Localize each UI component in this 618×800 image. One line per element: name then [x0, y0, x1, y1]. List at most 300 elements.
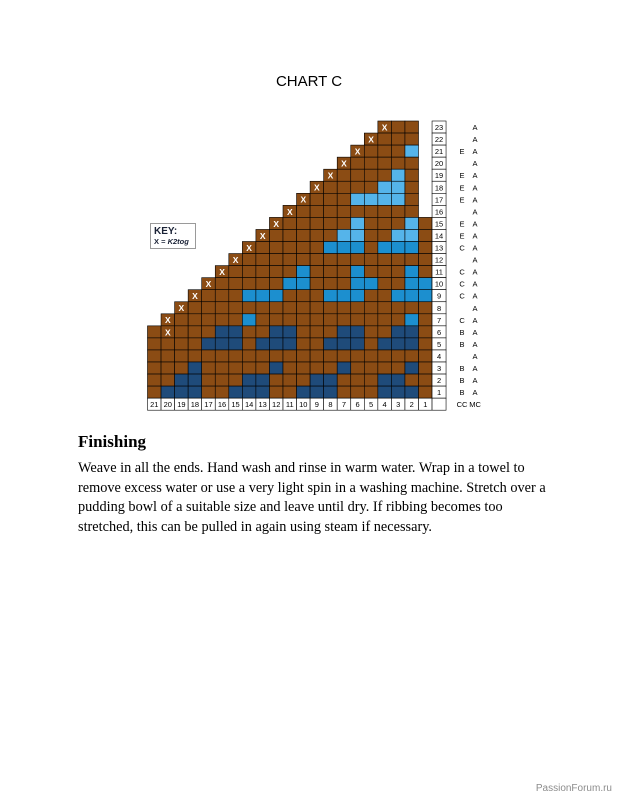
chart-cell [324, 266, 338, 278]
chart-cell [378, 157, 392, 169]
chart-cell [364, 362, 378, 374]
chart-cell [351, 326, 365, 338]
chart-cell [391, 254, 405, 266]
chart-cell [242, 362, 256, 374]
chart-cell [337, 169, 351, 181]
chart-cell [202, 374, 216, 386]
chart-cell [242, 326, 256, 338]
chart-cell [405, 362, 419, 374]
chart-cell [405, 229, 419, 241]
chart-cell [405, 157, 419, 169]
chart-cell [256, 254, 270, 266]
row-mc-label: A [472, 327, 478, 337]
chart-cell [419, 242, 433, 254]
chart-cell [256, 374, 270, 386]
stitch-number: 7 [341, 400, 347, 410]
section-heading: Finishing [78, 432, 147, 451]
chart-cell [391, 242, 405, 254]
chart-cell [364, 350, 378, 362]
stitch-number: 17 [204, 400, 213, 410]
chart-cell [378, 266, 392, 278]
stitch-number: 6 [355, 400, 360, 410]
chart-cell [269, 374, 283, 386]
key-meaning: K2tog [167, 237, 189, 246]
chart-cell [351, 266, 365, 278]
chart-cell [324, 374, 338, 386]
chart-cell [256, 326, 270, 338]
chart-cell [324, 181, 338, 193]
chart-cell [364, 217, 378, 229]
chart-cell [229, 386, 243, 398]
row-number: 17 [434, 195, 444, 205]
chart-cell [202, 386, 216, 398]
chart-cell [324, 229, 338, 241]
row-cc-label: B [459, 376, 465, 386]
chart-cell [405, 133, 419, 145]
chart-cell [148, 386, 162, 398]
k2tog-mark: X [232, 254, 239, 265]
stitch-number: 8 [328, 400, 333, 410]
chart-cell [351, 386, 365, 398]
chart-cell [405, 278, 419, 290]
chart-cell [351, 254, 365, 266]
chart-cell [351, 362, 365, 374]
chart-cell [419, 362, 433, 374]
chart-cell [405, 193, 419, 205]
chart-cell [283, 338, 297, 350]
chart-cell [310, 205, 324, 217]
chart-cell [419, 229, 433, 241]
chart-cell [405, 181, 419, 193]
row-cc-label: E [459, 231, 465, 241]
stitch-number: 9 [314, 400, 319, 410]
chart-cell [419, 326, 433, 338]
chart-cell [405, 254, 419, 266]
chart-cell [188, 302, 202, 314]
chart-cell [188, 386, 202, 398]
row-mc-label: A [472, 339, 478, 349]
chart-cell [310, 229, 324, 241]
chart-cell [229, 314, 243, 326]
row-mc-label: A [472, 123, 478, 133]
chart-cell [297, 350, 311, 362]
k2tog-mark: X [327, 170, 334, 181]
stitch-number: 11 [285, 400, 294, 410]
chart-cell [148, 374, 162, 386]
chart-cell [405, 169, 419, 181]
row-mc-label: A [472, 171, 478, 181]
chart-cell [269, 278, 283, 290]
chart-cell [419, 338, 433, 350]
chart-cell [405, 205, 419, 217]
chart-cell [405, 314, 419, 326]
chart-cell [310, 338, 324, 350]
stitch-number: 18 [190, 400, 200, 410]
chart-cell [351, 169, 365, 181]
row-cc-label: E [459, 183, 465, 193]
chart-cell [242, 374, 256, 386]
stitch-number: 10 [299, 400, 308, 410]
chart-cell [256, 302, 270, 314]
footer-corner-cell [432, 398, 446, 410]
row-cc-label: E [459, 219, 465, 229]
chart-cell [364, 193, 378, 205]
chart-cell [378, 362, 392, 374]
k2tog-mark: X [368, 134, 374, 145]
row-number: 15 [434, 219, 444, 229]
chart-cell [364, 254, 378, 266]
chart-cell [405, 386, 419, 398]
chart-cell [269, 386, 283, 398]
chart-cell [269, 266, 283, 278]
chart-cell [202, 302, 216, 314]
chart-cell [242, 266, 256, 278]
chart-cell [310, 278, 324, 290]
chart-cell [378, 145, 392, 157]
chart-cell [419, 278, 433, 290]
chart-cell [391, 145, 405, 157]
row-number: 13 [434, 243, 444, 253]
chart-cell [256, 386, 270, 398]
chart-cell [269, 350, 283, 362]
chart-cell [324, 217, 338, 229]
chart-cell [419, 386, 433, 398]
chart-cell [215, 278, 229, 290]
chart-cell [310, 302, 324, 314]
row-cc-label: E [459, 147, 465, 157]
chart-cell [337, 386, 351, 398]
chart-cell [391, 278, 405, 290]
chart-cell [337, 242, 351, 254]
chart-cell [364, 169, 378, 181]
k2tog-mark: X [286, 206, 293, 217]
chart-cell [378, 169, 392, 181]
row-number: 3 [436, 364, 442, 374]
chart-cell [161, 386, 175, 398]
row-cc-label: E [459, 171, 465, 181]
chart-cell [378, 302, 392, 314]
chart-cell [405, 217, 419, 229]
chart-cell [188, 338, 202, 350]
stitch-number: 15 [231, 400, 240, 410]
chart-cell [310, 193, 324, 205]
chart-cell [202, 350, 216, 362]
chart-cell [337, 374, 351, 386]
k2tog-mark: X [219, 267, 225, 278]
chart-cell [202, 338, 216, 350]
chart-cell [242, 302, 256, 314]
chart-cell [202, 362, 216, 374]
chart-cell [405, 338, 419, 350]
chart-cell [297, 254, 311, 266]
cc-column-label: CC [456, 400, 468, 410]
chart-cell [337, 362, 351, 374]
chart-cell [337, 338, 351, 350]
chart-cell [351, 374, 365, 386]
chart-cell [188, 374, 202, 386]
chart-cell [337, 254, 351, 266]
chart-cell [405, 242, 419, 254]
chart-cell [337, 278, 351, 290]
chart-cell [310, 314, 324, 326]
chart-cell [324, 386, 338, 398]
chart-cell [351, 229, 365, 241]
chart-cell [297, 314, 311, 326]
row-mc-label: A [472, 255, 478, 265]
chart-cell [310, 350, 324, 362]
k2tog-mark: X [259, 230, 266, 241]
chart-cell [297, 374, 311, 386]
row-number: 4 [436, 351, 442, 361]
chart-cell [324, 254, 338, 266]
row-cc-label: B [459, 364, 465, 374]
chart-cell [419, 350, 433, 362]
chart-cell [351, 338, 365, 350]
chart-cell [283, 326, 297, 338]
chart-cell [269, 302, 283, 314]
chart-cell [297, 242, 311, 254]
chart-cell [188, 350, 202, 362]
chart-cell [256, 350, 270, 362]
chart-cell [310, 254, 324, 266]
chart-cell [391, 374, 405, 386]
chart-cell [337, 229, 351, 241]
chart-cell [364, 326, 378, 338]
row-number: 14 [434, 231, 444, 241]
row-mc-label: A [472, 267, 478, 277]
chart-cell [391, 217, 405, 229]
stitch-number: 2 [409, 400, 414, 410]
chart-cell [297, 386, 311, 398]
row-cc-label: C [459, 243, 465, 253]
chart-cell [378, 278, 392, 290]
key-title: KEY: [154, 226, 178, 237]
chart-cell [324, 193, 338, 205]
chart-cell [283, 350, 297, 362]
row-mc-label: A [472, 388, 478, 398]
row-mc-label: A [472, 315, 478, 325]
chart-cell [161, 350, 175, 362]
chart-cell [364, 374, 378, 386]
row-number: 6 [436, 327, 442, 337]
chart-cell [310, 217, 324, 229]
chart-cell [175, 374, 189, 386]
row-cc-label: C [459, 315, 465, 325]
row-mc-label: A [472, 195, 478, 205]
chart-cell [283, 362, 297, 374]
chart-cell [161, 338, 175, 350]
chart-cell [378, 326, 392, 338]
chart-cell [337, 290, 351, 302]
chart-cell [310, 290, 324, 302]
chart-cell [297, 302, 311, 314]
row-mc-label: A [472, 147, 478, 157]
row-mc-label: A [472, 291, 478, 301]
chart-cell [229, 278, 243, 290]
chart-cell [269, 326, 283, 338]
chart-cell [378, 217, 392, 229]
chart-cell [391, 205, 405, 217]
chart-cell [269, 229, 283, 241]
chart-cell [242, 254, 256, 266]
chart-cell [324, 338, 338, 350]
stitch-number: 3 [396, 400, 401, 410]
stitch-number: 14 [244, 400, 254, 410]
chart-cell [405, 266, 419, 278]
chart-cell [324, 205, 338, 217]
chart-cell [351, 157, 365, 169]
key-symbol: X [154, 237, 160, 246]
row-cc-label: C [459, 279, 465, 289]
chart-cell [283, 242, 297, 254]
chart-cell [175, 350, 189, 362]
chart-cell [297, 266, 311, 278]
row-number: 22 [434, 135, 444, 145]
chart-cell [269, 290, 283, 302]
chart-cell [351, 181, 365, 193]
chart-cell [229, 290, 243, 302]
chart-cell [324, 326, 338, 338]
row-mc-label: A [472, 364, 478, 374]
chart-cell [148, 362, 162, 374]
chart-cell [337, 217, 351, 229]
row-mc-label: A [472, 219, 478, 229]
chart-cell [391, 181, 405, 193]
row-number: 19 [434, 171, 444, 181]
chart-cell [364, 229, 378, 241]
chart-cell [337, 266, 351, 278]
chart-cell [202, 326, 216, 338]
chart-cell [324, 290, 338, 302]
chart-cell [283, 386, 297, 398]
chart-cell [269, 362, 283, 374]
stitch-number: 19 [177, 400, 186, 410]
row-number: 1 [436, 388, 442, 398]
chart-cell [378, 290, 392, 302]
chart-cell [378, 229, 392, 241]
chart-cell [283, 314, 297, 326]
chart-cell [256, 314, 270, 326]
row-cc-label: B [459, 327, 465, 337]
chart-cell [188, 326, 202, 338]
chart-cell [405, 290, 419, 302]
chart-cell [419, 217, 433, 229]
chart-cell [405, 350, 419, 362]
chart-cell [310, 374, 324, 386]
chart-cell [283, 278, 297, 290]
chart-cell [256, 266, 270, 278]
chart-cell [215, 314, 229, 326]
chart-cell [229, 350, 243, 362]
chart-title: CHART C [275, 73, 343, 90]
chart-cell [242, 338, 256, 350]
chart-cell [391, 350, 405, 362]
chart-cell [391, 386, 405, 398]
chart-cell [378, 386, 392, 398]
k2tog-mark: X [178, 303, 185, 314]
row-mc-label: A [472, 279, 478, 289]
chart-cell [391, 229, 405, 241]
chart-cell [337, 181, 351, 193]
chart-cell [351, 193, 365, 205]
stitch-number: 13 [258, 400, 267, 410]
chart-cell [148, 350, 162, 362]
chart-cell [378, 193, 392, 205]
chart-cell [391, 290, 405, 302]
chart-cell [378, 350, 392, 362]
key-equals: = [161, 237, 166, 246]
k2tog-mark: X [354, 146, 361, 157]
chart-cell [419, 266, 433, 278]
k2tog-mark: X [192, 291, 198, 302]
row-number: 23 [434, 123, 444, 133]
chart-cell [405, 326, 419, 338]
chart-cell [364, 181, 378, 193]
chart-cell [391, 121, 405, 133]
stitch-number: 4 [382, 400, 387, 410]
chart-cell [188, 362, 202, 374]
k2tog-mark: X [341, 158, 347, 169]
chart-cell [229, 338, 243, 350]
chart-cell [364, 157, 378, 169]
chart-cell [256, 278, 270, 290]
chart-cell [215, 386, 229, 398]
stitch-number: 16 [217, 400, 227, 410]
row-number: 9 [436, 291, 442, 301]
chart-cell [148, 326, 162, 338]
chart-cell [310, 266, 324, 278]
chart-cell [364, 314, 378, 326]
row-number: 11 [435, 267, 443, 277]
chart-cell [229, 302, 243, 314]
row-mc-label: A [472, 243, 478, 253]
chart-cell [378, 314, 392, 326]
chart-cell [310, 326, 324, 338]
chart-cell [229, 362, 243, 374]
chart-cell [391, 169, 405, 181]
chart-cell [378, 254, 392, 266]
chart-cell [283, 302, 297, 314]
chart-cell [215, 326, 229, 338]
stitch-number: 21 [150, 400, 159, 410]
chart-cell [175, 326, 189, 338]
row-mc-label: A [472, 159, 478, 169]
chart-cell [405, 145, 419, 157]
watermark: PassionForum.ru [535, 783, 612, 794]
chart-cell [297, 229, 311, 241]
finishing-paragraph: Weave in all the ends. Hand wash and rinse in warm water. Wrap in a towel to remove excess water or use a very light spin in a washing machine. Stretch over a pudding bowl of a suitable size and leave until dry. If ribbing becomes too stretched, this can be pulled in again using steam if necessary. [78, 460, 546, 535]
chart-cell [378, 338, 392, 350]
chart-cell [269, 338, 283, 350]
chart-cell [351, 290, 365, 302]
chart-cell [351, 278, 365, 290]
chart-cell [310, 386, 324, 398]
row-number: 18 [434, 183, 444, 193]
chart-cell [215, 362, 229, 374]
chart-cell [378, 242, 392, 254]
row-cc-label: C [459, 267, 465, 277]
chart-cell [364, 290, 378, 302]
k2tog-mark: X [273, 218, 280, 229]
chart-cell [215, 302, 229, 314]
chart-cell [364, 338, 378, 350]
chart-cell [242, 290, 256, 302]
k2tog-mark: X [246, 242, 252, 253]
row-number: 7 [436, 315, 442, 325]
chart-cell [378, 374, 392, 386]
row-cc-label: C [459, 291, 465, 301]
chart-cell [351, 205, 365, 217]
